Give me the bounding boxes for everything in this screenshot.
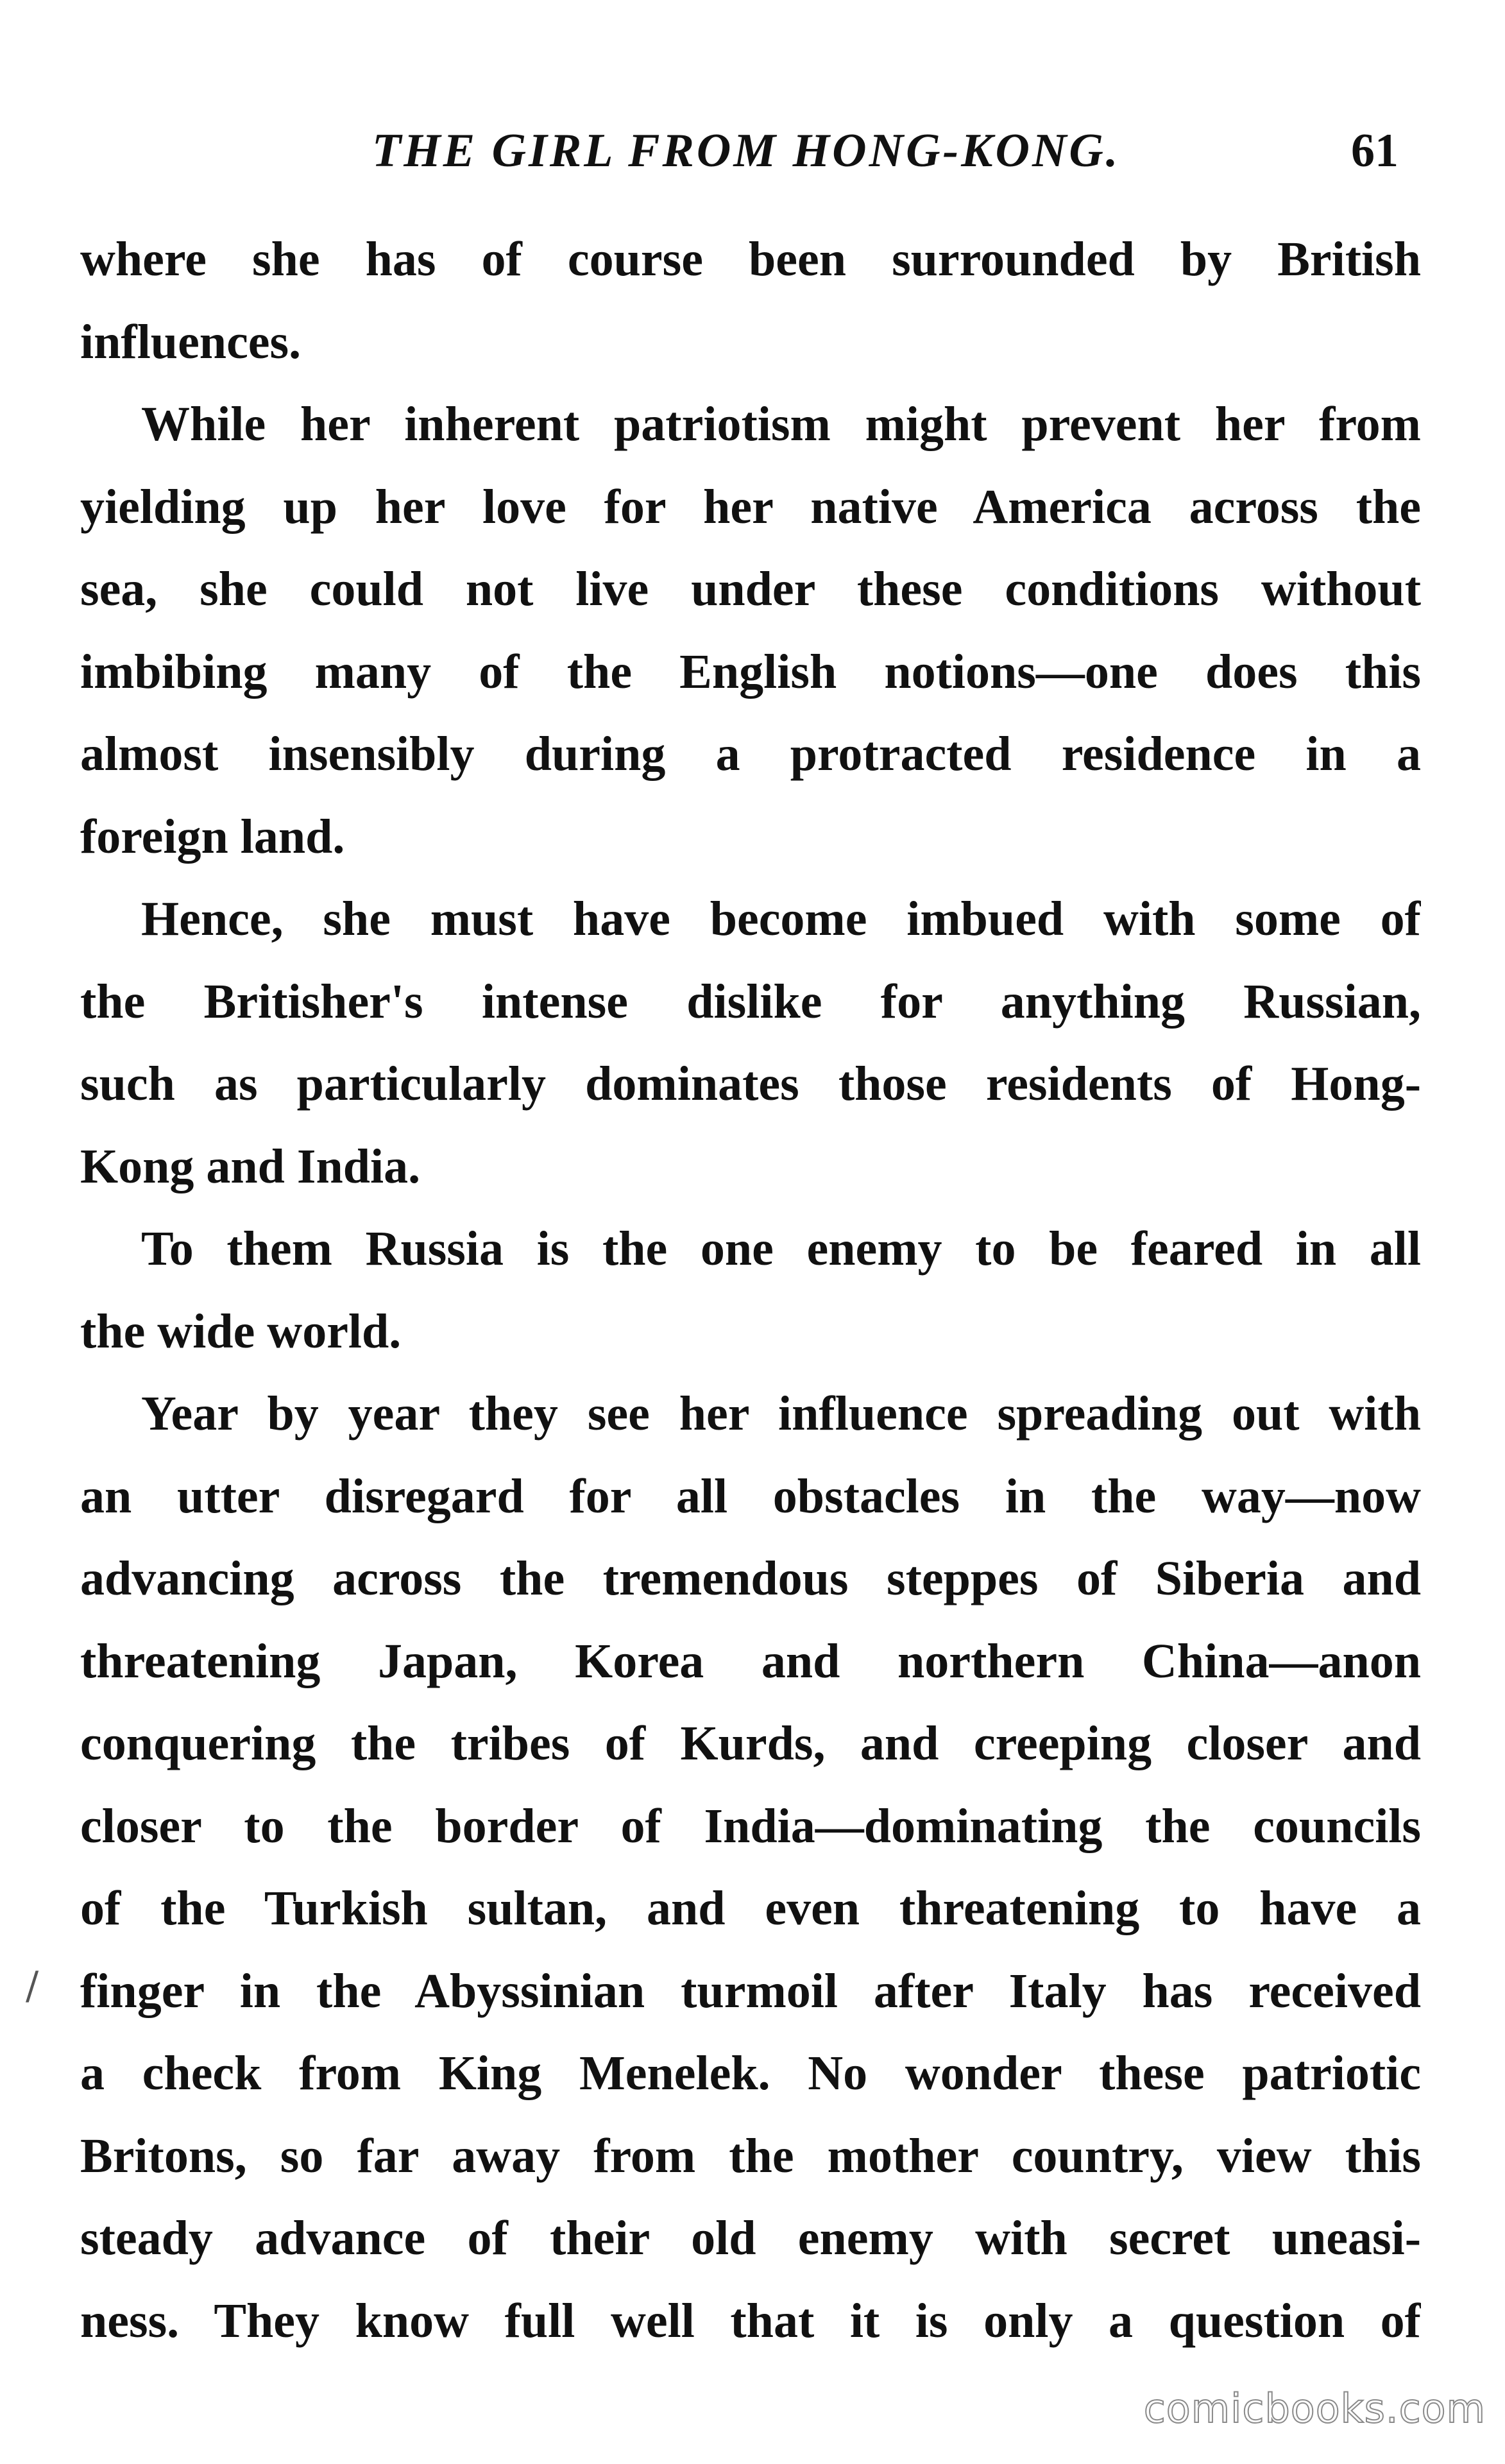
text-line: advancing across the tremendous steppes of Siberia and bbox=[80, 1552, 1421, 1605]
text-line: almost insensibly during a protracted residence in a bbox=[80, 727, 1421, 781]
text-line: influences. bbox=[80, 314, 302, 369]
text-line: sea, she could not live under these conditions without bbox=[80, 562, 1421, 616]
text-line: the wide world. bbox=[80, 1304, 402, 1358]
body-text bbox=[80, 218, 1421, 2362]
running-title: THE GIRL FROM HONG-KONG. bbox=[372, 124, 1121, 177]
text-line: ness. They know full well that it is only a question of bbox=[80, 2293, 1421, 2348]
margin-mark: / bbox=[26, 1964, 39, 2008]
text-line: Britons, so far away from the mother country, view this bbox=[80, 2128, 1421, 2183]
text-line: of the Turkish sultan, and even threatening to have a bbox=[80, 1881, 1421, 1935]
page-number: 61 bbox=[1351, 124, 1399, 177]
text-line: To them Russia is the one enemy to be feared in all bbox=[141, 1222, 1421, 1276]
text-line: a check from King Menelek. No wonder these patriotic bbox=[80, 2046, 1421, 2100]
text-line: foreign land. bbox=[80, 809, 345, 864]
text-line: Year by year they see her influence spreading out with bbox=[141, 1387, 1421, 1441]
text-line: such as particularly dominates those residents of Hong- bbox=[80, 1057, 1421, 1111]
text-line: yielding up her love for her native America across the bbox=[80, 479, 1421, 534]
text-line: steady advance of their old enemy with secret uneasi- bbox=[80, 2211, 1421, 2265]
page-header bbox=[77, 116, 1424, 186]
text-line: While her inherent patriotism might prevent her from bbox=[141, 397, 1421, 451]
text-line: closer to the border of India—dominating the councils bbox=[80, 1799, 1421, 1853]
watermark: comicbooks.com bbox=[1143, 2385, 1486, 2432]
text-line: finger in the Abyssinian turmoil after Italy has received bbox=[80, 1964, 1421, 2018]
text-line: where she has of course been surrounded by British bbox=[80, 232, 1421, 286]
text-line: Kong and India. bbox=[80, 1139, 421, 1194]
text-line: threatening Japan, Korea and northern China—anon bbox=[80, 1634, 1421, 1688]
text-line: conquering the tribes of Kurds, and creeping closer and bbox=[80, 1716, 1421, 1770]
text-line: an utter disregard for all obstacles in the way—now bbox=[80, 1469, 1421, 1523]
text-line: the Britisher's intense dislike for anything Russian, bbox=[80, 974, 1421, 1029]
text-line: imbibing many of the English notions—one does this bbox=[80, 644, 1421, 699]
text-line: Hence, she must have become imbued with some of bbox=[141, 892, 1421, 946]
